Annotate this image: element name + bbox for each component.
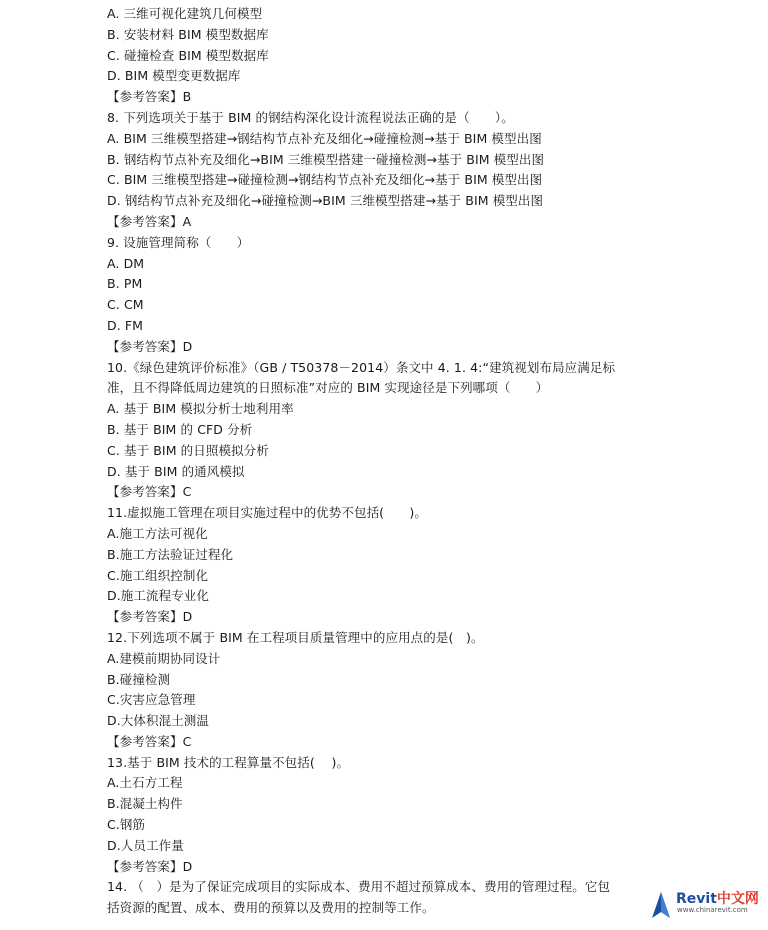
answer-line: 【参考答案】C xyxy=(107,733,192,749)
document-body xyxy=(107,4,667,919)
option-line: C.施工组织控制化 xyxy=(107,567,209,583)
question-line: 9. 设施管理简称（ ） xyxy=(107,234,250,250)
answer-line: 【参考答案】C xyxy=(107,484,192,500)
option-line: A.建模前期协同设计 xyxy=(107,650,221,666)
question-line: 14. （ ）是为了保证完成项目的实际成本、费用不超过预算成本、费用的管理过程。它包 xyxy=(107,879,611,895)
option-line: A.土石方工程 xyxy=(107,775,183,791)
answer-line: 【参考答案】D xyxy=(107,338,193,354)
option-line: D. BIM 模型变更数据库 xyxy=(107,68,241,84)
option-line: B.混凝土构件 xyxy=(107,796,183,812)
question-line: 11.虚拟施工管理在项目实施过程中的优势不包括( )。 xyxy=(107,505,427,521)
option-line: A. 基于 BIM 模拟分析士地利用率 xyxy=(107,401,294,417)
option-line: A. DM xyxy=(107,255,145,271)
watermark-brand: Revit中文网 xyxy=(676,891,759,907)
option-line: D. 钢结构节点补充及细化→碰撞检测→BIM 三维模型搭建→基于 BIM 模型出图 xyxy=(107,193,544,209)
site-watermark xyxy=(650,888,758,922)
option-line: A.施工方法可视化 xyxy=(107,525,208,541)
option-line: A. 三维可视化建筑几何模型 xyxy=(107,6,263,21)
option-line: C. CM xyxy=(107,297,144,313)
option-line: D.大体积混土测温 xyxy=(107,713,209,729)
option-line: B. 钢结构节点补充及细化→BIM 三维模型搭建一碰撞检测→基于 BIM 模型出图 xyxy=(107,151,545,167)
option-line: C. 碰撞检查 BIM 模型数据库 xyxy=(107,47,269,63)
option-line: D. FM xyxy=(107,317,144,333)
watermark-url: www.chinarevit.com xyxy=(677,906,748,914)
answer-line: 【参考答案】A xyxy=(107,213,192,229)
answer-line: 【参考答案】B xyxy=(107,89,192,105)
option-line: D.人员工作量 xyxy=(107,837,184,853)
option-line: B. 基于 BIM 的 CFD 分析 xyxy=(107,421,253,437)
question-line: 13.基于 BIM 技术的工程算量不包括( )。 xyxy=(107,754,350,770)
option-line: A. BIM 三维模型搭建→钢结构节点补充及细化→碰撞检测→基于 BIM 模型出图 xyxy=(107,130,542,146)
option-line: D. 基于 BIM 的通风模拟 xyxy=(107,463,245,479)
question-line: 8. 下列选项关于基于 BIM 的钢结构深化设计流程说法正确的是（ ）。 xyxy=(107,109,514,125)
question-line: 准，且不得降低周边建筑的日照标准”对应的 BIM 实现途径是下列哪项（ ） xyxy=(107,380,549,396)
question-line: 10.《绿色建筑评价标准》（GB / T50378－2014）条文中 4. 1. 4:“建筑视划布局应满足标 xyxy=(107,359,616,375)
option-line: B.碰撞检测 xyxy=(107,671,171,687)
option-line: C.钢筋 xyxy=(107,817,146,833)
option-line: B.施工方法验证过程化 xyxy=(107,546,234,562)
option-line: C. 基于 BIM 的日照模拟分析 xyxy=(107,442,269,458)
option-line: C. BIM 三维模型搭建→碰撞检测→钢结构节点补充及细化→基于 BIM 模型出图 xyxy=(107,172,543,188)
option-line: D.施工流程专业化 xyxy=(107,588,209,604)
option-line: C.灾害应急管理 xyxy=(107,692,196,708)
answer-line: 【参考答案】D xyxy=(107,609,193,625)
answer-line: 【参考答案】D xyxy=(107,858,193,874)
option-line: B. 安装材料 BIM 模型数据库 xyxy=(107,26,269,42)
question-line: 括资源的配置、成本、费用的预算以及费用的控制等工作。 xyxy=(107,900,435,916)
option-line: B. PM xyxy=(107,276,143,292)
question-line: 12.下列选项不属于 BIM 在工程项目质量管理中的应用点的是( )。 xyxy=(107,629,484,645)
revit-logo-icon xyxy=(650,890,672,920)
